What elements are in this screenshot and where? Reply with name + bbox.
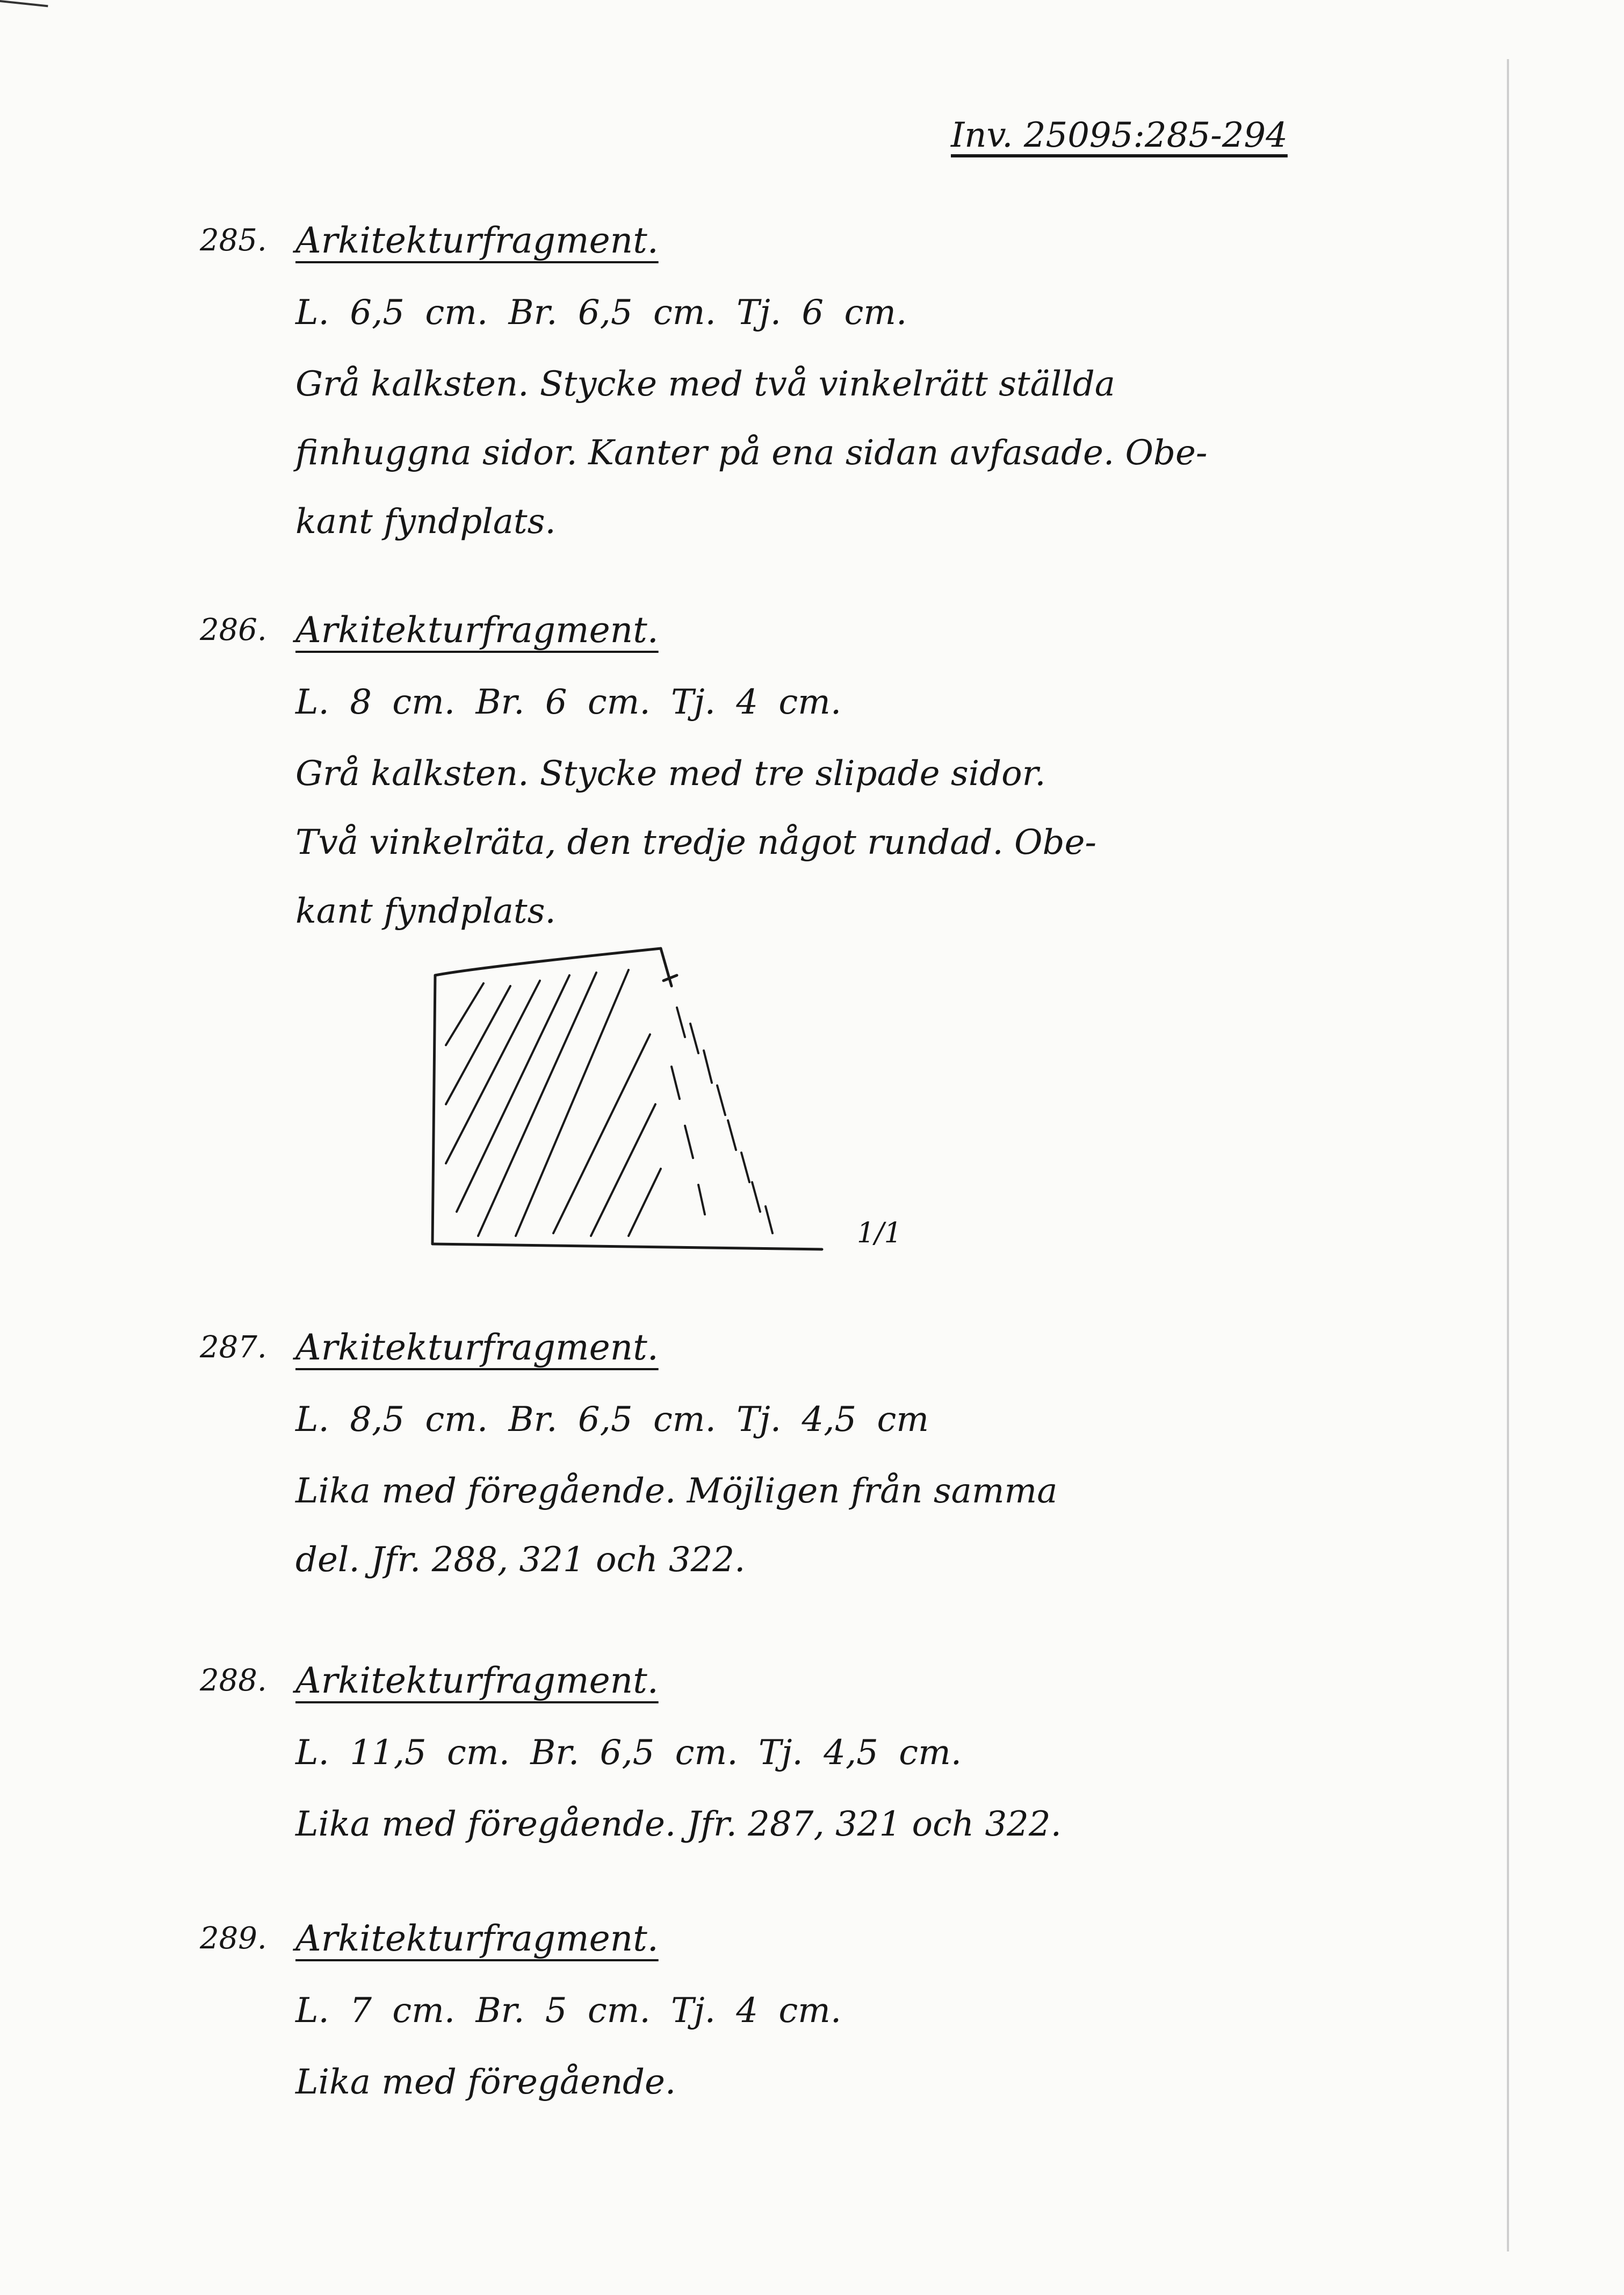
description-line: Grå kalksten. Stycke med tre slipade sidor. <box>295 754 1046 794</box>
entry-number: 286. <box>200 613 267 648</box>
scan-corner-mark <box>0 0 48 7</box>
description-line: finhuggna sidor. Kanter på ena sidan avfasade. Obe- <box>295 433 1208 473</box>
entry-description <box>295 1797 1062 1866</box>
entry-title: Arkitekturfragment. <box>295 1918 659 1959</box>
entry-dimensions: L. 8 cm. Br. 6 cm. Tj. 4 cm. <box>295 682 842 722</box>
page-edge-shadow <box>1507 59 1509 2251</box>
sketch-left-edge <box>432 975 435 1244</box>
description-line: Lika med föregående. Jfr. 287, 321 och 322. <box>295 1804 1062 1844</box>
entry-number: 288. <box>200 1663 267 1698</box>
entry-title: Arkitekturfragment. <box>295 609 659 651</box>
entry-dimensions: L. 7 cm. Br. 5 cm. Tj. 4 cm. <box>295 1991 842 2031</box>
entry-dimensions: L. 11,5 cm. Br. 6,5 cm. Tj. 4,5 cm. <box>295 1733 962 1773</box>
entry-description <box>295 1464 1057 1602</box>
description-line: del. Jfr. 288, 321 och 322. <box>295 1540 746 1580</box>
description-line: Grå kalksten. Stycke med två vinkelrätt ställda <box>295 364 1115 404</box>
entry-description <box>295 2055 676 2124</box>
sketch-hatching <box>446 970 773 1236</box>
entry-number: 289. <box>200 1921 267 1956</box>
description-line: Lika med föregående. <box>295 2062 676 2102</box>
fragment-sketch <box>424 943 908 1265</box>
entry-title: Arkitekturfragment. <box>295 1660 659 1701</box>
entry-dimensions: L. 6,5 cm. Br. 6,5 cm. Tj. 6 cm. <box>295 293 907 333</box>
entry-description <box>295 747 1096 953</box>
entry-title: Arkitekturfragment. <box>295 1327 659 1368</box>
sketch-bottom-edge <box>432 1244 822 1249</box>
description-line: kant fyndplats. <box>295 502 556 542</box>
inventory-number: Inv. 25095:285-294 <box>951 116 1288 155</box>
description-line: Två vinkelräta, den tredje något rundad. Obe- <box>295 823 1096 862</box>
entry-dimensions: L. 8,5 cm. Br. 6,5 cm. Tj. 4,5 cm <box>295 1400 929 1440</box>
description-line: Lika med föregående. Möjligen från samma <box>295 1471 1058 1511</box>
entry-description <box>295 357 1207 564</box>
entry-number: 287. <box>200 1330 267 1365</box>
description-line: kant fyndplats. <box>295 891 556 931</box>
entry-number: 285. <box>200 223 267 258</box>
entry-title: Arkitekturfragment. <box>295 220 659 261</box>
sketch-scale-label: 1/1 <box>857 1217 902 1249</box>
